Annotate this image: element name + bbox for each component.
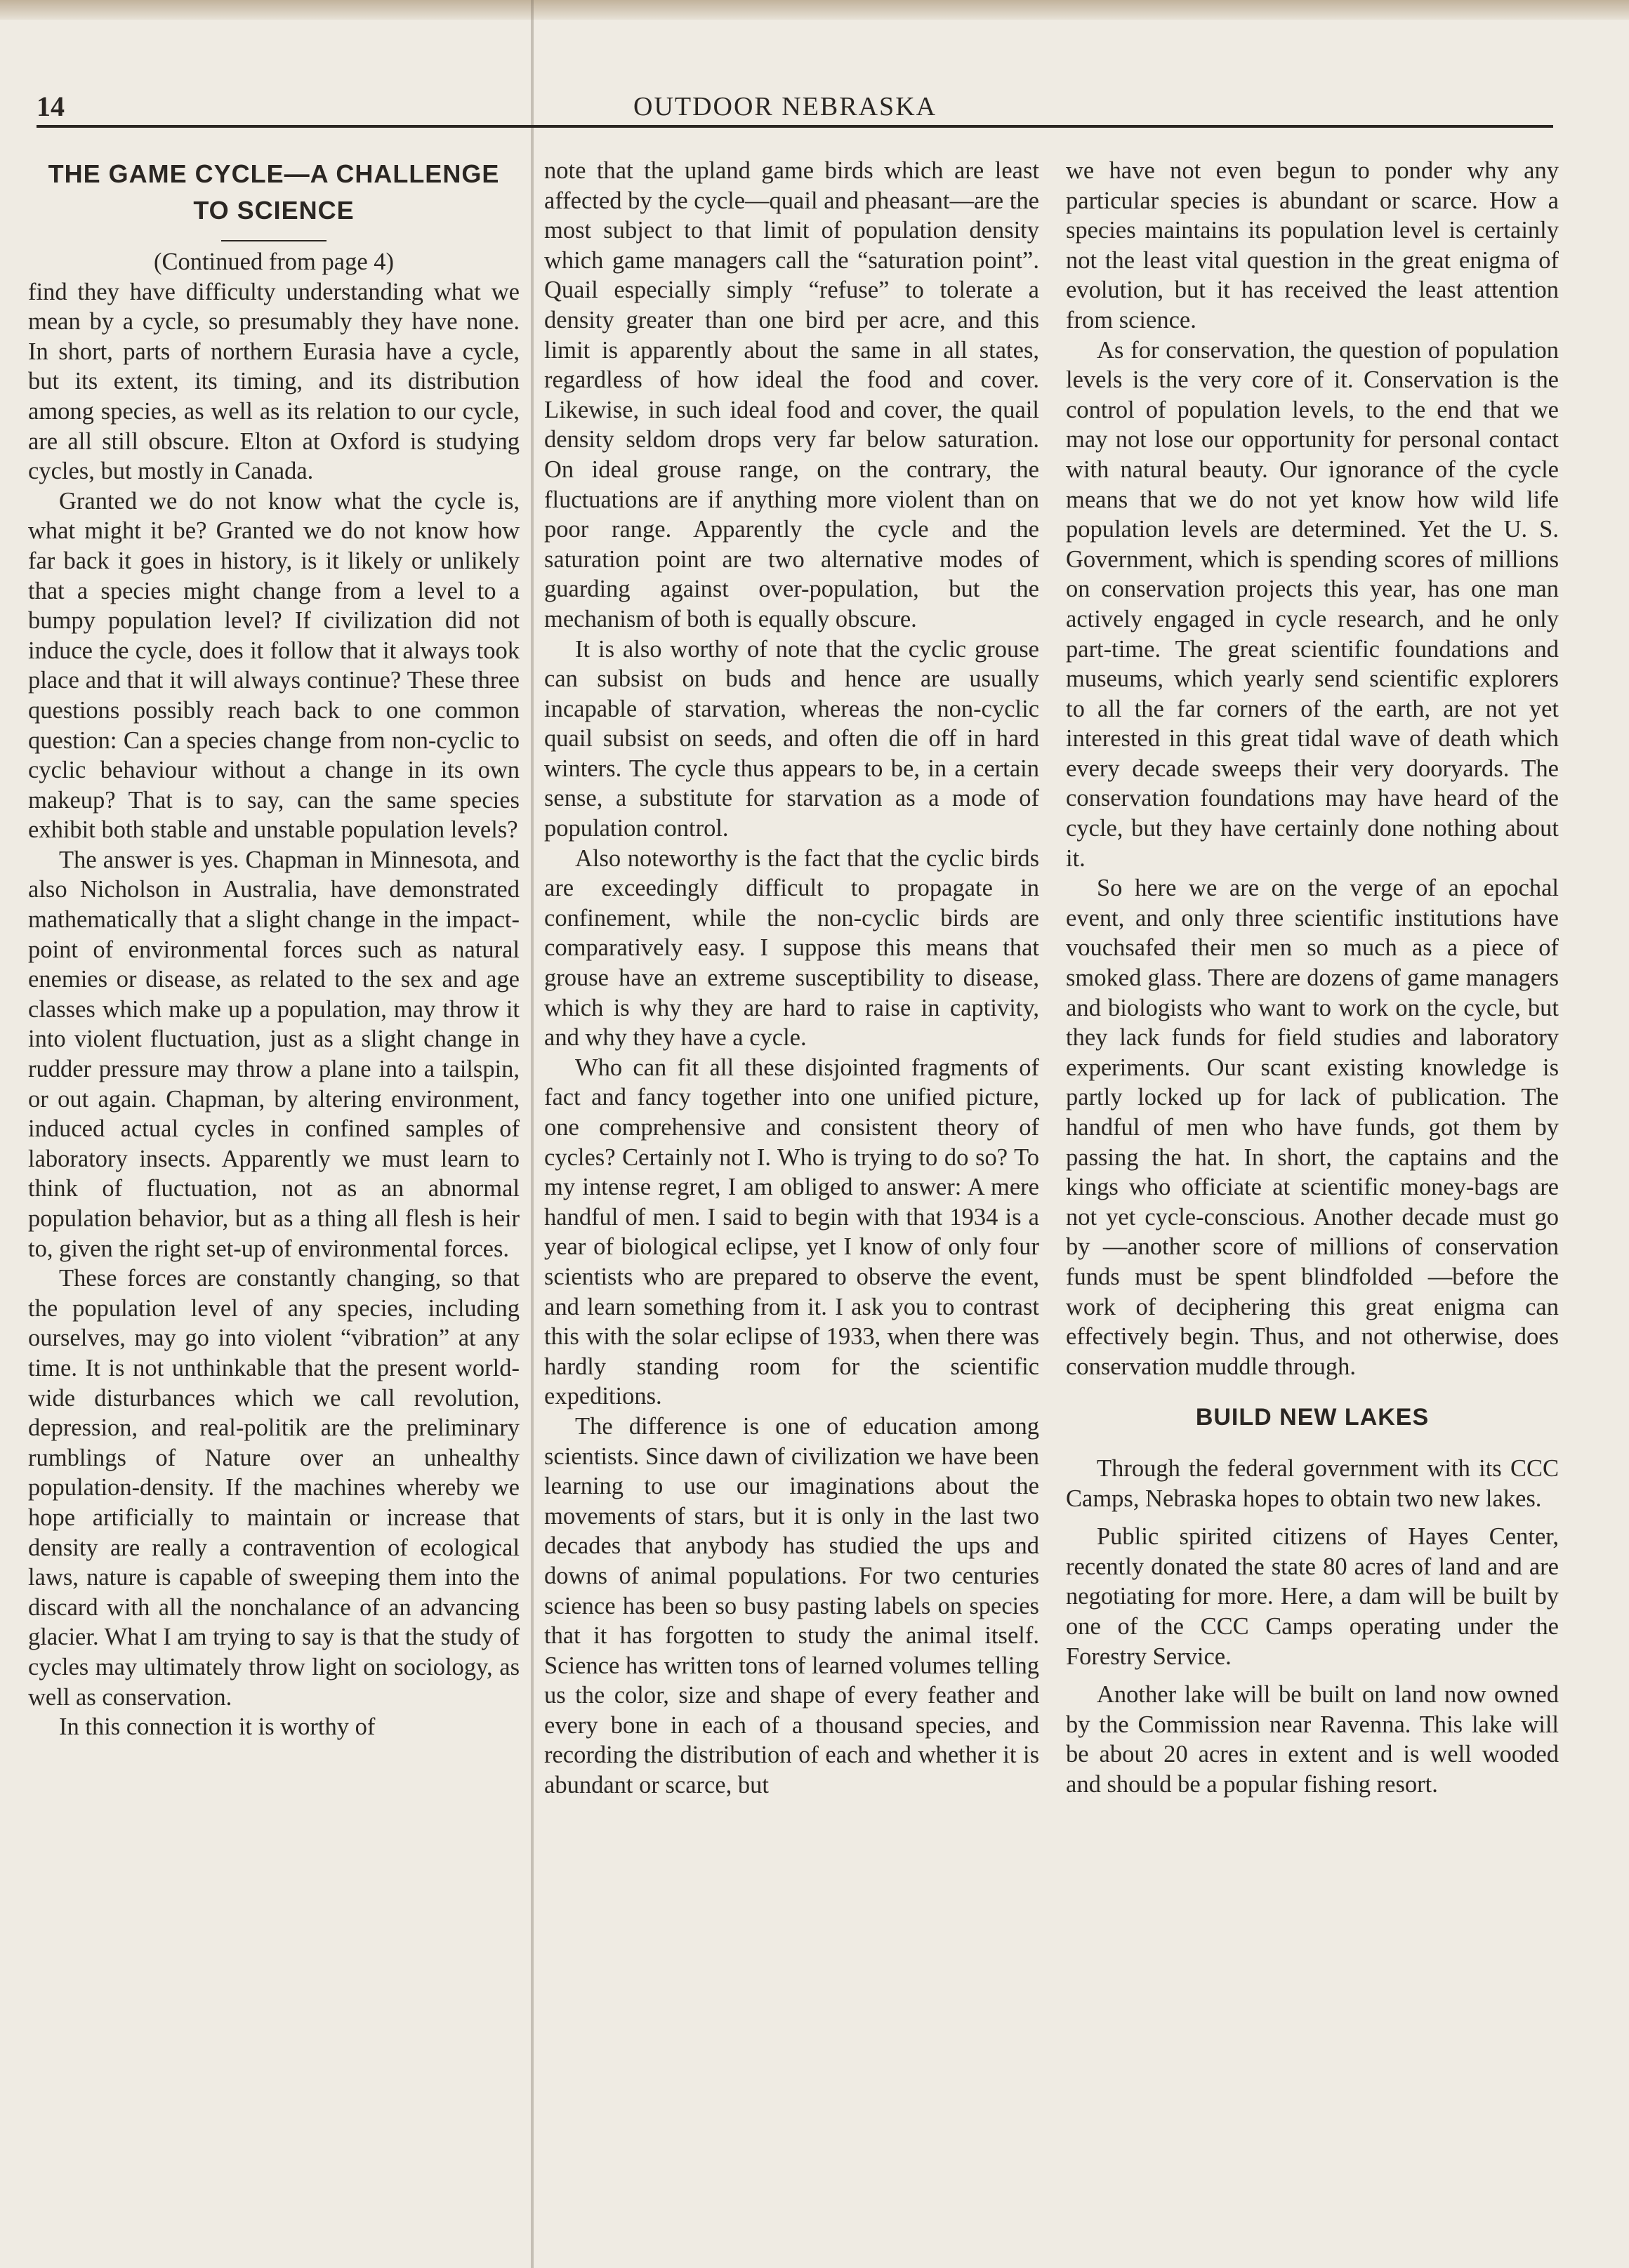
article-paragraph: note that the upland game birds which are least affected by the cycle—quail and pheasant—are the most subject to that limit of population density which game managers call the “saturation point”. Quail especially simply “refuse” to tolerate a density greater than one bird per acre, and this limit is apparently about the same in all states, regardless of how ideal the food and cover. Likewise, in such ideal food and cover, the quail density seldom drops very far below saturation. On ideal grouse range, on the contrary, the fluctuations are if anything more violent than on poor range. Apparently the cycle and the saturation point are two alternative modes of guarding against over-population, but the mechanism of both is equally obscure. <box>544 157 1039 632</box>
article-paragraph: Granted we do not know what the cycle is, what might it be? Granted we do not know how far back it goes in history, is it likely or unlikely that a species might change from a level to a bumpy population level? If civilization did not induce the cycle, does it follow that it always took place and that it will always continue? These three questions possibly reach back to one common question: Can a species change from non-cyclic to cyclic behaviour without a change in its own makeup? That is to say, can the same species exhibit both stable and unstable population levels? <box>28 487 520 844</box>
column-1 <box>28 156 520 1742</box>
article-paragraph: we have not even begun to ponder why any particular species is abundant or scarce. How a species maintains its population level is certainly not the least vital question in the great enigma of evolution, but it has received the least attention from science. <box>1066 157 1559 333</box>
article-paragraph: The difference is one of education among scientists. Since dawn of civilization we have been learning to use our imaginations about the movements of stars, but it is only in the last two decades that anybody has studied the ups and downs of animal populations. For two centuries science has been so busy pasting labels on species that it has forgotten to study the animal itself. Science has written tons of learned volumes telling us the color, size and shape of every feather and every bone in each of a thousand species, and recording the distribution of each and whether it is abundant or scarce, but <box>544 1412 1039 1799</box>
page-header <box>37 90 1553 128</box>
article-paragraph: Also noteworthy is the fact that the cyclic birds are exceedingly difficult to propagate in confinement, while the non-cyclic birds are comparatively easy. I suppose this means that grouse have an extreme susceptibility to disease, which is why they are hard to raise in captivity, and why they have a cycle. <box>544 844 1039 1052</box>
article-paragraph: So here we are on the verge of an epochal event, and only three scientific institutions have vouchsafed their men so much as a piece of smoked glass. There are dozens of game managers and biologists who want to work on the cycle, but they lack funds for field studies and laboratory experiments. Our scant existing knowledge is partly locked up for lack of publication. The handful of men who have funds, got them by passing the hat. In short, the captains and the kings who officiate at scientific money-bags are not yet cycle-conscious. Another decade must go by —another score of millions of conservation funds must be spent blindfolded —before the work of deciphering this great enigma can effectively begin. Thus, and not otherwise, does conservation muddle through. <box>1066 875 1559 1380</box>
article-title: THE GAME CYCLE—A CHALLENGE TO SCIENCE <box>48 159 500 225</box>
page-fold-crease <box>531 0 534 2268</box>
magazine-title: OUTDOOR NEBRASKA <box>633 92 937 121</box>
article-paragraph: Who can fit all these disjointed fragments of fact and fancy together into one unified picture, one comprehensive and consistent theory of cycles? Certainly not I. Who is trying to do so? To my intense regret, I am obliged to answer: A mere handful of men. I said to begin with that 1934 is a year of biological eclipse, yet I know of only four scientists who are prepared to observe the event, and learn something from it. I ask you to contrast this with the solar eclipse of 1933, when there was hardly standing room for the scientific expeditions. <box>544 1054 1039 1410</box>
article-paragraph: These forces are constantly changing, so that the population level of any species, including ourselves, may go into violent “vibration” at any time. It is not unthinkable that the present world-wide disturbances which we call revolution, depression, and real-politik are the preliminary rumblings of Nature over an unhealthy population-density. If the machines whereby we hope artificially to maintain or increase that density are really a contravention of ecological laws, nature is capable of sweeping them into the discard with all the nonchalance of an advancing glacier. What I am trying to say is that the study of cycles may ultimately throw light on sociology, as well as conservation. <box>28 1265 520 1711</box>
article-paragraph: It is also worthy of note that the cyclic grouse can subsist on buds and hence are usually incapable of starvation, whereas the non-cyclic quail subsist on seeds, and often die off in hard winters. The cycle thus appears to be, in a certain sense, a substitute for starvation as a mode of population control. <box>544 635 1039 842</box>
article-paragraph: In this connection it is worthy of <box>59 1713 376 1741</box>
news-paragraph: Public spirited citizens of Hayes Center, recently donated the state 80 acres of land and are negotiating for more. Here, a dam will be built by one of the CCC Camps operating under the Forestry Service. <box>1066 1523 1559 1670</box>
article-paragraph: As for conservation, the question of population levels is the very core of it. Conservation is the control of population levels, to the end that we may not lose our opportunity for personal contact with natural beauty. Our ignorance of the cycle means that we do not yet know how wild life population levels are determined. Yet the U. S. Government, which is spending scores of millions on conservation projects this year, has one man actively engaged in cycle research, and he only part-time. The great scientific foundations and museums, which yearly send scientific explorers to all the far corners of the earth, are not yet interested in this great tidal wave of death which every decade sweeps their very dooryards. The conservation foundations may have heard of the cycle, but they have certainly done nothing about it. <box>1066 336 1559 872</box>
page-number: 14 <box>37 91 65 122</box>
column-2 <box>544 156 1039 1801</box>
title-rule <box>221 240 327 241</box>
news-paragraph: Through the federal government with its CCC Camps, Nebraska hopes to obtain two new lakes. <box>1066 1454 1559 1512</box>
article-paragraph: The answer is yes. Chapman in Minnesota, and also Nicholson in Australia, have demonstrated mathematically that a slight change in the impact-point of environmental forces such as natural enemies or disease, as related to the sex and age classes which make up a population, may throw it into violent fluctuation, just as a slight change in rudder pressure may throw a plane into a tailspin, or out again. Chapman, by altering environment, induced actual cycles in confined samples of laboratory insects. Apparently we must learn to think of fluctuation, not as an abnormal population behavior, but as a thing all flesh is heir to, given the right set-up of environmental forces. <box>28 846 520 1262</box>
article-paragraph: find they have difficulty understanding what we mean by a cycle, so presumably they have none. In short, parts of northern Eurasia have a cycle, but its extent, its timing, and its distribution among species, as well as its relation to our cycle, are all still obscure. Elton at Oxford is studying cycles, but mostly in Canada. <box>28 278 520 485</box>
torn-top-edge <box>0 0 1629 20</box>
news-title: BUILD NEW LAKES <box>1195 1404 1430 1431</box>
continued-note: (Continued from page 4) <box>153 248 395 275</box>
news-paragraph: Another lake will be built on land now owned by the Commission near Ravenna. This lake will be about 20 acres in extent and is well wooded and should be a popular fishing resort. <box>1066 1681 1559 1798</box>
column-3 <box>1066 156 1559 1799</box>
